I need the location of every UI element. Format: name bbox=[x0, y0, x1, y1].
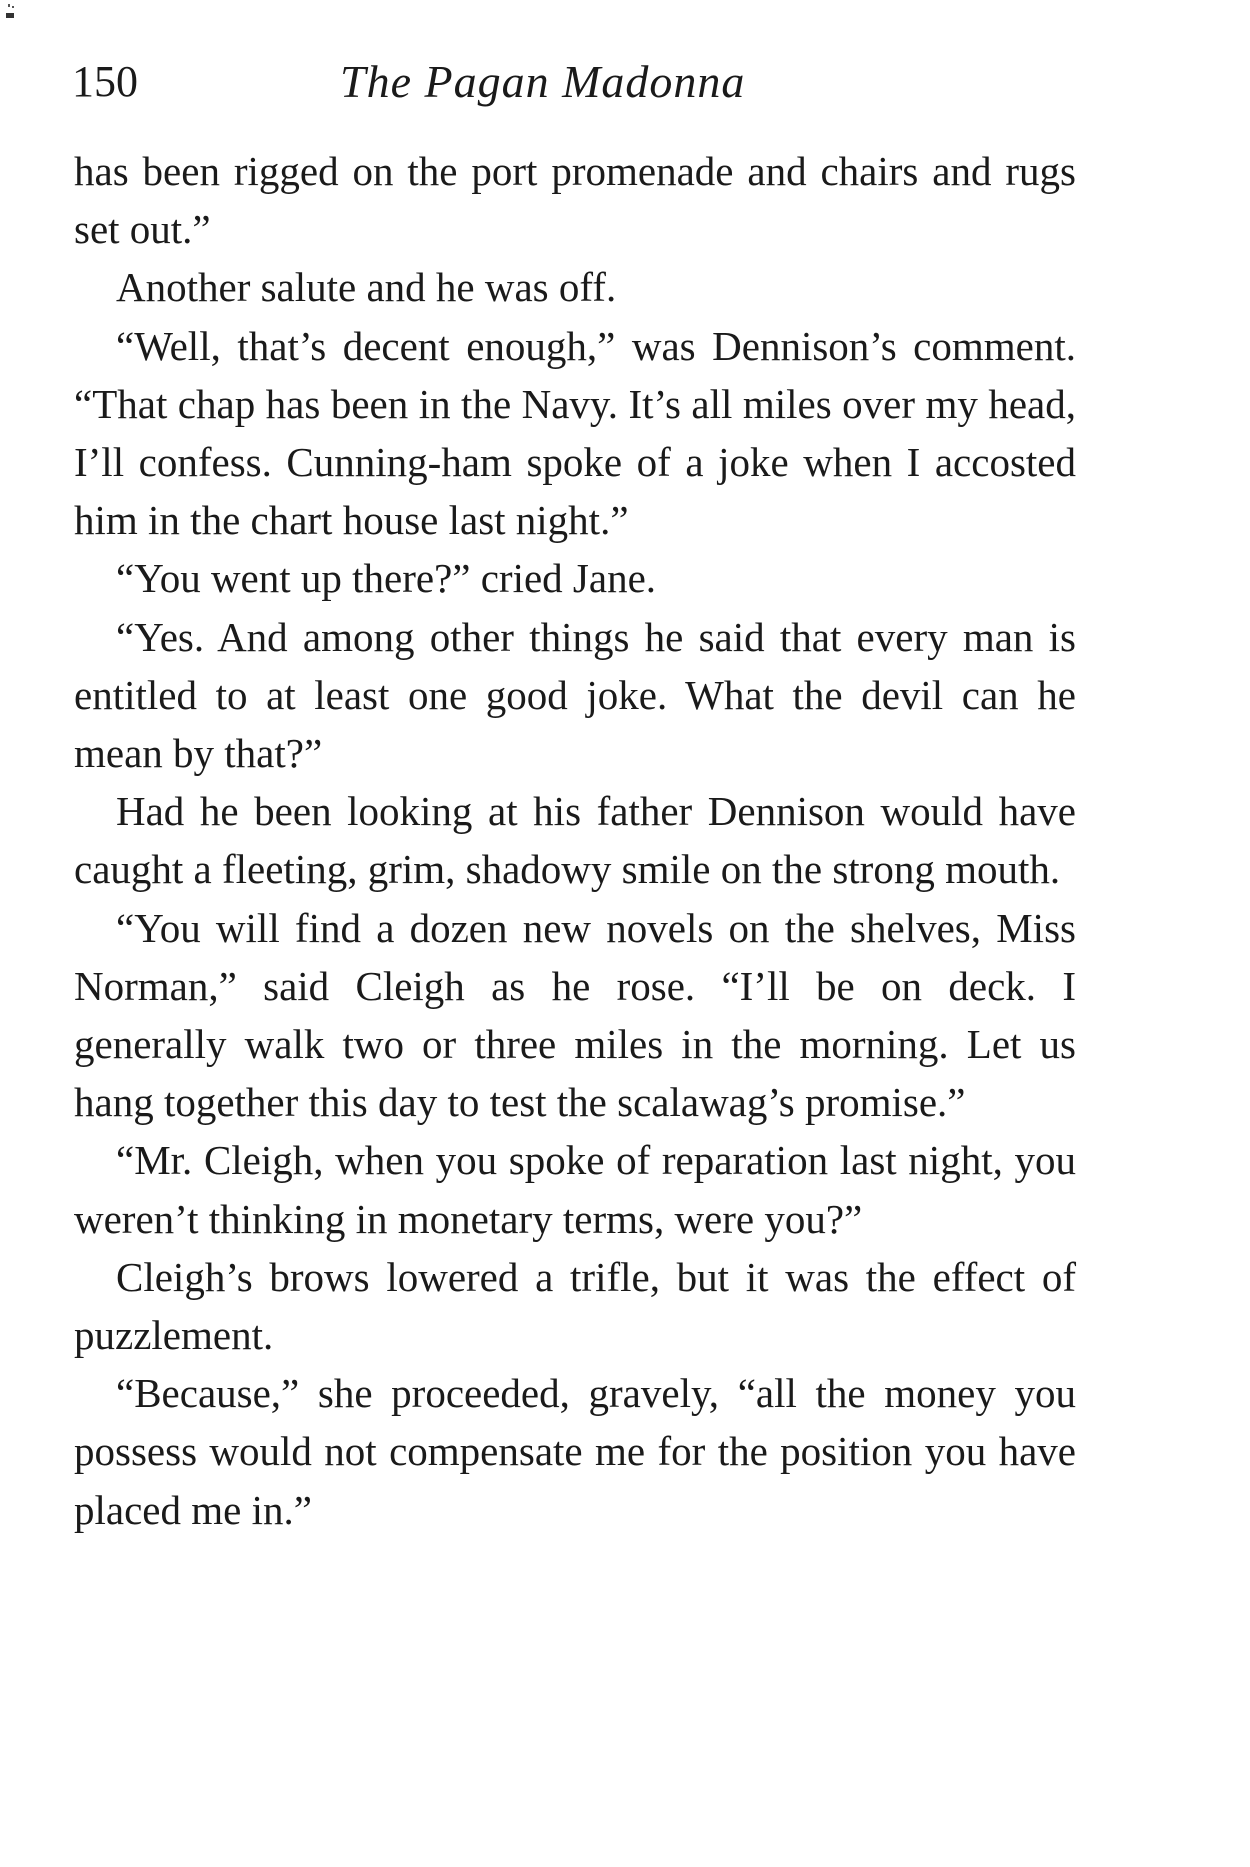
page-body bbox=[74, 142, 1076, 1539]
paragraph: has been rigged on the port promenade and chairs and rugs set out.” bbox=[74, 148, 1076, 253]
paragraph: Another salute and he was off. bbox=[116, 264, 617, 311]
paragraph: Cleigh’s brows lowered a trifle, but it was the effect of puzzlement. bbox=[74, 1253, 1076, 1359]
page-number: 150 bbox=[72, 57, 138, 106]
paragraph: “Mr. Cleigh, when you spoke of reparation last night, you weren’t thinking in monetary terms, were you?” bbox=[74, 1137, 1076, 1242]
paragraph: “Yes. And among other things he said that every man is entitled to at least one good joke. What the devil can he mean by that?” bbox=[74, 613, 1076, 777]
paragraph: “You went up there?” cried Jane. bbox=[116, 555, 657, 602]
page-header bbox=[72, 52, 1072, 112]
paragraph: “Well, that’s decent enough,” was Dennison’s comment. “That chap has been in the Navy. It’s all miles over my head, I’ll confess. Cunning-ham spoke of a joke when I accosted him in the chart house last night.” bbox=[74, 322, 1076, 544]
paragraph: “You will find a dozen new novels on the shelves, Miss Norman,” said Cleigh as he rose. “I’ll be on deck. I generally walk two or three miles in the morning. Let us hang together this day to test the scalawag’s promise.” bbox=[74, 904, 1076, 1126]
running-title: The Pagan Madonna bbox=[340, 56, 746, 107]
corner-smudge bbox=[6, 4, 16, 22]
paragraph: Had he been looking at his father Dennison would have caught a fleeting, grim, shadowy smile on the strong mouth. bbox=[74, 788, 1076, 893]
paragraph: “Because,” she proceeded, gravely, “all the money you possess would not compensate me for the position you have placed me in.” bbox=[74, 1370, 1076, 1533]
